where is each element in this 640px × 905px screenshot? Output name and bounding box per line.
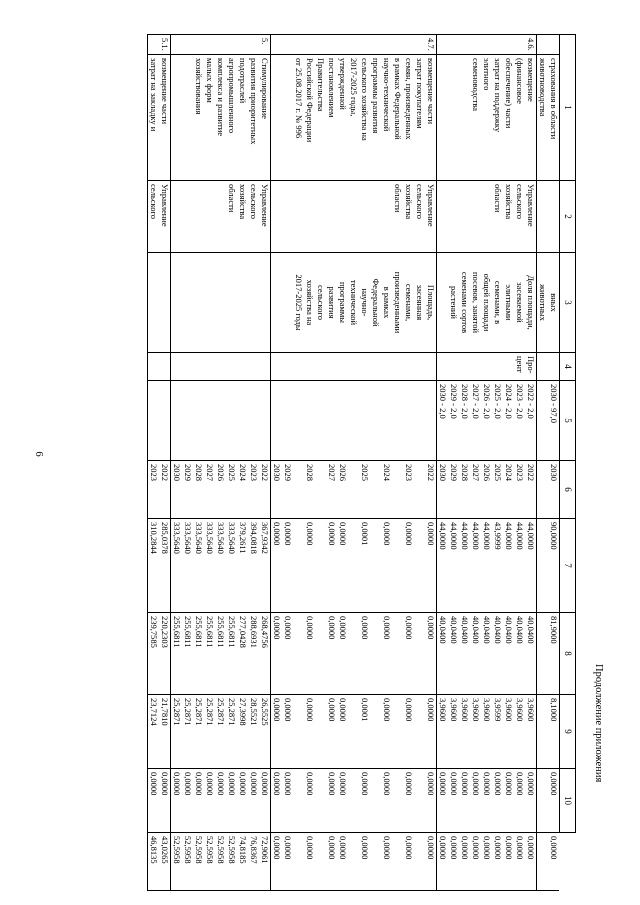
executor-cell: Управление сельского хозяйства области <box>437 181 537 253</box>
item-name-cell: возмещение (финансовое обеспечение) части затрат на поддержку элитного семеноводства <box>437 55 537 181</box>
item-name-cell: возмещение части затрат на закладку и <box>148 55 171 181</box>
table-row <box>537 35 560 891</box>
regional-cell: 26,5525 28,5521 27,3998 25,2871 25,2871 25,2871 25,2871 25,2871 25,2871 <box>171 695 271 769</box>
unit-cell <box>271 353 437 381</box>
target-values-cell <box>171 381 271 461</box>
row-number-cell: 4.6. <box>437 35 537 55</box>
target-values-cell: 2022 - 2,0 2023 - 2,0 2024 - 2,0 2025 - 2,0 2026 - 2,0 2027 - 2,0 2028 - 2,0 2029 - 2,0 2030 - 2,0 <box>437 381 537 461</box>
row-number-cell <box>537 35 560 55</box>
total-cell: 44,0000 44,0000 44,0000 43,9999 44,0000 44,0000 44,0000 44,0000 44,0000 <box>437 519 537 613</box>
executor-cell: Управление сельского хозяйства области <box>271 181 437 253</box>
unit-cell: Про- цент <box>437 353 537 381</box>
federal-cell: 0,0000 0,0000 0,0000 0,0000 0,0000 0,0000 0,0000 0,0000 0,0000 <box>271 613 437 695</box>
program-table <box>147 34 576 891</box>
header-cell: 4 <box>560 353 576 381</box>
extra-cell: 72,9061 76,8367 74,8185 52,5958 52,5958 52,5958 52,5958 52,5958 52,5958 <box>171 833 271 891</box>
item-name-cell: страхования в области животноводства <box>537 55 560 181</box>
header-cell: 7 <box>560 519 576 613</box>
local-cell: 0,0000 0,0000 0,0000 0,0000 0,0000 0,0000 0,0000 0,0000 0,0000 <box>271 769 437 833</box>
target-values-cell <box>271 381 437 461</box>
page-number: 6 <box>33 451 44 457</box>
federal-cell: 220,2303 239,7585 <box>148 613 171 695</box>
target-values-cell <box>148 381 171 461</box>
table-row <box>437 35 537 891</box>
unit-cell <box>148 353 171 381</box>
extra-cell: 0,0000 0,0000 0,0000 0,0000 0,0000 0,0000 0,0000 0,0000 0,0000 <box>437 833 537 891</box>
year-cell: 2022 2023 <box>148 461 171 519</box>
regional-cell: 3,9600 3,9600 3,9600 3,9599 3,9600 3,9600 3,9600 3,9600 3,9600 <box>437 695 537 769</box>
table-row <box>148 35 171 891</box>
row-number-cell: 4.7. <box>271 35 437 55</box>
header-row <box>560 35 576 891</box>
table-row <box>271 35 437 891</box>
regional-cell: 0,0000 0,0000 0,0000 0,0001 0,0000 0,0000 0,0000 0,0000 0,0000 <box>271 695 437 769</box>
federal-cell: 268,4756 288,6931 277,0428 255,6811 255,6811 255,6811 255,6811 255,6811 255,6811 <box>171 613 271 695</box>
extra-cell: 43,0265 46,8135 <box>148 833 171 891</box>
federal-cell: 40,0400 40,0400 40,0400 40,0400 40,0400 40,0400 40,0400 40,0400 40,0400 <box>437 613 537 695</box>
total-cell: 285,0378 310,2844 <box>148 519 171 613</box>
extra-cell: 0,0000 <box>537 833 560 891</box>
table-row <box>171 35 271 891</box>
header-cell: 2 <box>560 181 576 253</box>
regional-cell: 8,1000 <box>537 695 560 769</box>
header-cell: 5 <box>560 381 576 461</box>
year-cell: 2022 2023 2024 2025 2026 2027 2028 2029 2030 <box>271 461 437 519</box>
indicator-cell: Площадь, засеянная семенами, произведенными в рамках Федеральной научно- технической программы развития сельского хозяйства на 2017-2025 годы <box>271 253 437 353</box>
indicator-cell: Доля площади, засеваемой элитными семенами, в общей площади посевов, занятой семенами сортов растений <box>437 253 537 353</box>
year-cell: 2022 2023 2024 2025 2026 2027 2028 2029 2030 <box>437 461 537 519</box>
executor-cell: Управление сельского хозяйства области <box>171 181 271 253</box>
row-number-cell: 5.1. <box>148 35 171 55</box>
header-cell: 9 <box>560 695 576 769</box>
extra-cell: 0,0000 0,0000 0,0000 0,0000 0,0000 0,0000 0,0000 0,0000 0,0000 <box>271 833 437 891</box>
regional-cell: 21,7810 23,7124 <box>148 695 171 769</box>
total-cell: 367,9342 394,0818 379,2611 333,5640 333,5640 333,5640 333,5640 333,5640 333,5640 <box>171 519 271 613</box>
year-cell: 2030 <box>537 461 560 519</box>
federal-cell: 81,9000 <box>537 613 560 695</box>
local-cell: 0,0000 0,0000 0,0000 0,0000 0,0000 0,0000 0,0000 0,0000 0,0000 <box>171 769 271 833</box>
total-cell: 90,0000 <box>537 519 560 613</box>
header-cell: 8 <box>560 613 576 695</box>
header-cell: 6 <box>560 461 576 519</box>
header-cell: 1 <box>560 35 576 181</box>
item-name-cell: возмещение части затрат покупателям семян, произведенных в рамках Федеральной научно-технической программы развития сельского хозяйства на 2017-2025 годы, утвержденной постановлением Правительства Российской Федерации от 25.08.2017 г. № 996 <box>271 55 437 181</box>
local-cell: 0,0000 0,0000 0,0000 0,0000 0,0000 0,0000 0,0000 0,0000 0,0000 <box>437 769 537 833</box>
executor-cell: Управление сельского <box>148 181 171 253</box>
year-cell: 2022 2023 2024 2025 2026 2027 2028 2029 2030 <box>171 461 271 519</box>
unit-cell <box>537 353 560 381</box>
unit-cell <box>171 353 271 381</box>
local-cell: 0,0000 <box>537 769 560 833</box>
header-cell: 3 <box>560 253 576 353</box>
indicator-cell <box>171 253 271 353</box>
executor-cell <box>537 181 560 253</box>
indicator-cell <box>148 253 171 353</box>
item-name-cell: Стимулирование развития приоритетных подотраслей агропромышленного комплекса и развитие малых форм хозяйствования <box>171 55 271 181</box>
local-cell: 0,0000 0,0000 <box>148 769 171 833</box>
indicator-cell: вных животных <box>537 253 560 353</box>
target-values-cell: 2030 - 97,0 <box>537 381 560 461</box>
header-cell: 10 <box>560 769 576 833</box>
continuation-label: Продолжение приложения <box>593 664 604 783</box>
total-cell: 0,0000 0,0000 0,0000 0,0001 0,0000 0,0000 0,0000 0,0000 0,0000 <box>271 519 437 613</box>
row-number-cell: 5. <box>171 35 271 55</box>
